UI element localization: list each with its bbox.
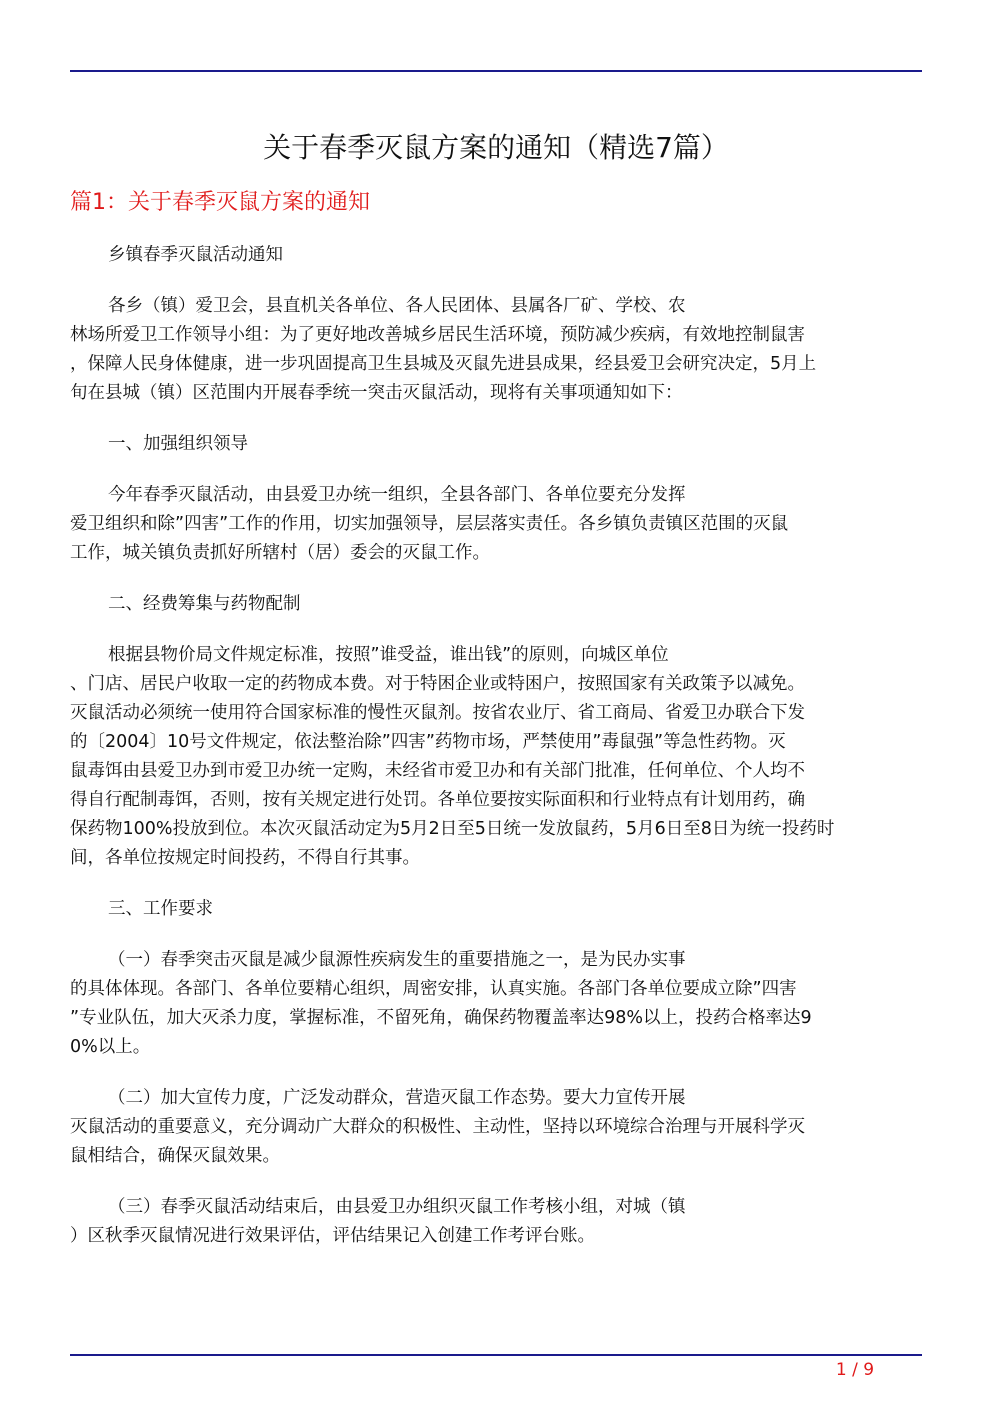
paragraph-line: ）区秋季灭鼠情况进行效果评估，评估结果记入创建工作考评台账。 xyxy=(70,1226,595,1246)
document-title: 关于春季灭鼠方案的通知（精选7篇） xyxy=(263,131,729,164)
paragraph-line: 乡镇春季灭鼠活动通知 xyxy=(108,245,283,265)
section-title: 篇1：关于春季灭鼠方案的通知 xyxy=(70,190,370,215)
paragraph xyxy=(70,895,922,924)
paragraph-line: 得自行配制毒饵，否则，按有关规定进行处罚。各单位要按实际面积和行业特点有计划用药，确 xyxy=(70,790,805,810)
paragraph xyxy=(70,590,922,619)
document-body xyxy=(70,241,922,1273)
paragraph-line: 爱卫组织和除”四害”工作的作用，切实加强领导，层层落实责任。各乡镇负责镇区范围的灭鼠 xyxy=(70,514,789,534)
paragraph-line: ”专业队伍，加大灭杀力度，掌握标准，不留死角，确保药物覆盖率达98%以上，投药合格率达9 xyxy=(70,1008,812,1028)
paragraph-line: 鼠毒饵由县爱卫办到市爱卫办统一定购，未经省市爱卫办和有关部门批准，任何单位、个人均不 xyxy=(70,761,805,781)
paragraph-line: 林场所爱卫工作领导小组：为了更好地改善城乡居民生活环境，预防减少疾病，有效地控制鼠害 xyxy=(70,325,805,345)
paragraph-line: 、门店、居民户收取一定的药物成本费。对于特困企业或特困户，按照国家有关政策予以减免。 xyxy=(70,674,805,694)
paragraph-line: 一、加强组织领导 xyxy=(108,434,248,454)
paragraph-line: 间，各单位按规定时间投药，不得自行其事。 xyxy=(70,848,420,868)
paragraph-line: 二、经费筹集与药物配制 xyxy=(108,594,301,614)
paragraph-line: 三、工作要求 xyxy=(108,899,213,919)
paragraph-line: 旬在县城（镇）区范围内开展春季统一突击灭鼠活动，现将有关事项通知如下： xyxy=(70,383,683,403)
paragraph-line: 0%以上。 xyxy=(70,1037,151,1057)
paragraph-line: （三）春季灭鼠活动结束后，由县爱卫办组织灭鼠工作考核小组，对城（镇 xyxy=(108,1197,686,1217)
paragraph-line: 的〔2004〕10号文件规定，依法整治除”四害”药物市场，严禁使用”毒鼠强”等急性药物。灭 xyxy=(70,732,786,752)
paragraph-line: 保药物100%投放到位。本次灭鼠活动定为5月2日至5日统一发放鼠药，5月6日至8日为统一投药时 xyxy=(70,819,835,839)
paragraph-line: 工作，城关镇负责抓好所辖村（居）委会的灭鼠工作。 xyxy=(70,543,490,563)
paragraph xyxy=(70,1193,922,1251)
paragraph xyxy=(70,1084,922,1171)
paragraph xyxy=(70,430,922,459)
paragraph-line: 各乡（镇）爱卫会，县直机关各单位、各人民团体、县属各厂矿、学校、农 xyxy=(108,296,686,316)
paragraph-line: 灭鼠活动的重要意义，充分调动广大群众的积极性、主动性，坚持以环境综合治理与开展科学灭 xyxy=(70,1117,805,1137)
paragraph-line: ，保障人民身体健康，进一步巩固提高卫生县城及灭鼠先进县成果，经县爱卫会研究决定，5月上 xyxy=(70,354,817,374)
paragraph xyxy=(70,641,922,873)
page-number: 1 / 9 xyxy=(835,1360,875,1380)
footer-rule xyxy=(70,1354,922,1356)
paragraph xyxy=(70,241,922,270)
paragraph-line: （二）加大宣传力度，广泛发动群众，营造灭鼠工作态势。要大力宣传开展 xyxy=(108,1088,686,1108)
paragraph-line: 的具体体现。各部门、各单位要精心组织，周密安排，认真实施。各部门各单位要成立除”四害 xyxy=(70,979,797,999)
paragraph xyxy=(70,481,922,568)
paragraph xyxy=(70,946,922,1062)
paragraph-line: 灭鼠活动必须统一使用符合国家标准的慢性灭鼠剂。按省农业厅、省工商局、省爱卫办联合下发 xyxy=(70,703,805,723)
paragraph-line: （一）春季突击灭鼠是减少鼠源性疾病发生的重要措施之一，是为民办实事 xyxy=(108,950,686,970)
paragraph-line: 今年春季灭鼠活动，由县爱卫办统一组织，全县各部门、各单位要充分发挥 xyxy=(108,485,686,505)
paragraph xyxy=(70,292,922,408)
paragraph-line: 根据县物价局文件规定标准，按照”谁受益，谁出钱”的原则，向城区单位 xyxy=(108,645,669,665)
paragraph-line: 鼠相结合，确保灭鼠效果。 xyxy=(70,1146,280,1166)
header-rule xyxy=(70,70,922,72)
